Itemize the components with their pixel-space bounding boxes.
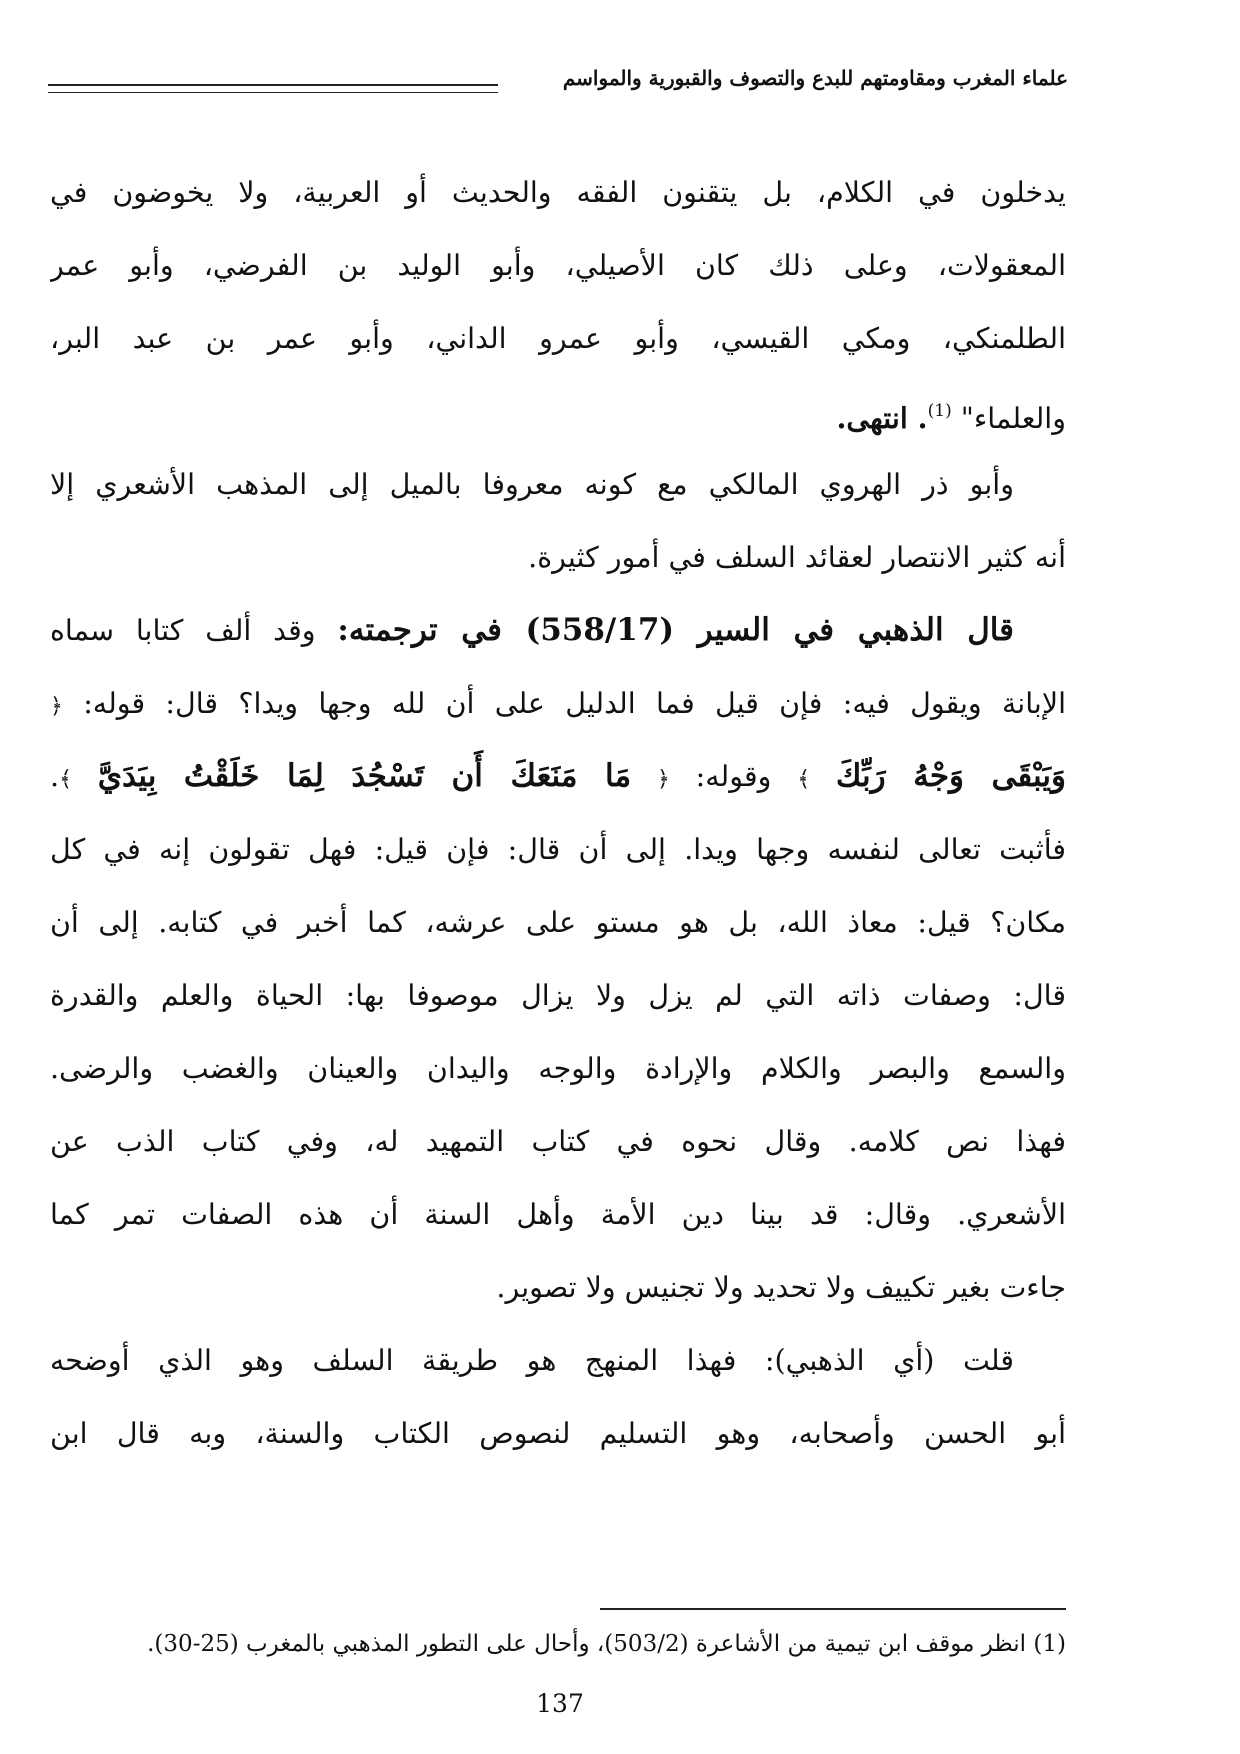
quote-end-text: والعلماء" bbox=[960, 402, 1066, 435]
text-line: الطلمنكي، ومكي القيسي، وأبو عمرو الداني، وأبو عمر بن عبد البر، bbox=[50, 322, 1066, 355]
text-line: وأبو ذر الهروي المالكي مع كونه معروفا بالميل إلى المذهب الأشعري إلا bbox=[50, 468, 1014, 501]
quote-end-marker: . انتهى. bbox=[836, 401, 928, 435]
text-line: أبو الحسن وأصحابه، وهو التسليم لنصوص الكتاب والسنة، وبه قال ابن bbox=[50, 1417, 1066, 1450]
text-line: المعقولات، وعلى ذلك كان الأصيلي، وأبو الوليد بن الفرضي، وأبو عمر bbox=[50, 249, 1066, 282]
footnote-rule bbox=[600, 1608, 1066, 1610]
line-text: . bbox=[50, 760, 60, 793]
header-title: علماء المغرب ومقاومتهم للبدع والتصوف والقبورية والمواسم bbox=[562, 66, 1068, 90]
footnote-ref: (1) bbox=[927, 401, 952, 421]
text-line: قلت (أي الذهبي): فهذا المنهج هو طريقة السلف وهو الذي أوضحه bbox=[50, 1344, 1014, 1377]
text-line: والسمع والبصر والكلام والإرادة والوجه واليدان والعينان والغضب والرضى. bbox=[50, 1052, 1066, 1085]
text-line bbox=[50, 594, 1066, 667]
text-line bbox=[50, 667, 1066, 740]
line-text: وقوله: bbox=[669, 760, 798, 793]
text-line: مكان؟ قيل: معاذ الله، بل هو مستو على عرشه، كما أخبر في كتابه. إلى أن bbox=[50, 906, 1066, 939]
text-line: فهذا نص كلامه. وقال نحوه في كتاب التمهيد له، وفي كتاب الذب عن bbox=[50, 1125, 1066, 1158]
text-line: يدخلون في الكلام، بل يتقنون الفقه والحديث أو العربية، ولا يخوضون في bbox=[50, 176, 1066, 209]
line-text: الإبانة ويقول فيه: فإن قيل فما الدليل على أن لله وجها ويدا؟ قال: قوله: bbox=[83, 687, 1066, 720]
text-line: فأثبت تعالى لنفسه وجها ويدا. إلى أن قال: فإن قيل: فهل تقولون إنه في كل bbox=[50, 833, 1066, 866]
text-line: قال: وصفات ذاته التي لم يزل ولا يزال موصوفا بها: الحياة والعلم والقدرة bbox=[50, 979, 1066, 1012]
text-line bbox=[50, 375, 1066, 448]
quran-bracket-close: ﴾ bbox=[59, 767, 72, 792]
quran-bracket-open: ﴿ bbox=[656, 767, 670, 792]
quran-verse: وَيَبْقَى وَجْهُ رَبِّكَ bbox=[835, 758, 1066, 794]
header-rule bbox=[48, 84, 498, 93]
main-text bbox=[50, 156, 1066, 1470]
footnote: (1) انظر موقف ابن تيمية من الأشاعرة (503/2)، وأحال على التطور المذهبي بالمغرب (25-30). bbox=[147, 1631, 1066, 1657]
text-line: الأشعري. وقال: قد بينا دين الأمة وأهل السنة أن هذه الصفات تمر كما bbox=[50, 1198, 1066, 1231]
quran-verse: مَا مَنَعَكَ أَن تَسْجُدَ لِمَا خَلَقْتُ بِيَدَيَّ bbox=[97, 758, 632, 794]
citation-heading: قال الذهبي في السير (558/17) في ترجمته: bbox=[337, 612, 1014, 648]
text-line bbox=[50, 740, 1066, 813]
quran-bracket-close: ﴾ bbox=[797, 767, 811, 792]
text-line: جاءت بغير تكييف ولا تحديد ولا تجنيس ولا تصوير. bbox=[496, 1271, 1066, 1304]
quran-bracket-open: ﴿ bbox=[50, 694, 63, 719]
citation-text: وقد ألف كتابا سماه bbox=[50, 614, 338, 647]
page-number: 137 bbox=[536, 1689, 584, 1718]
text-line: أنه كثير الانتصار لعقائد السلف في أمور كثيرة. bbox=[528, 541, 1066, 574]
running-header bbox=[48, 58, 1068, 98]
